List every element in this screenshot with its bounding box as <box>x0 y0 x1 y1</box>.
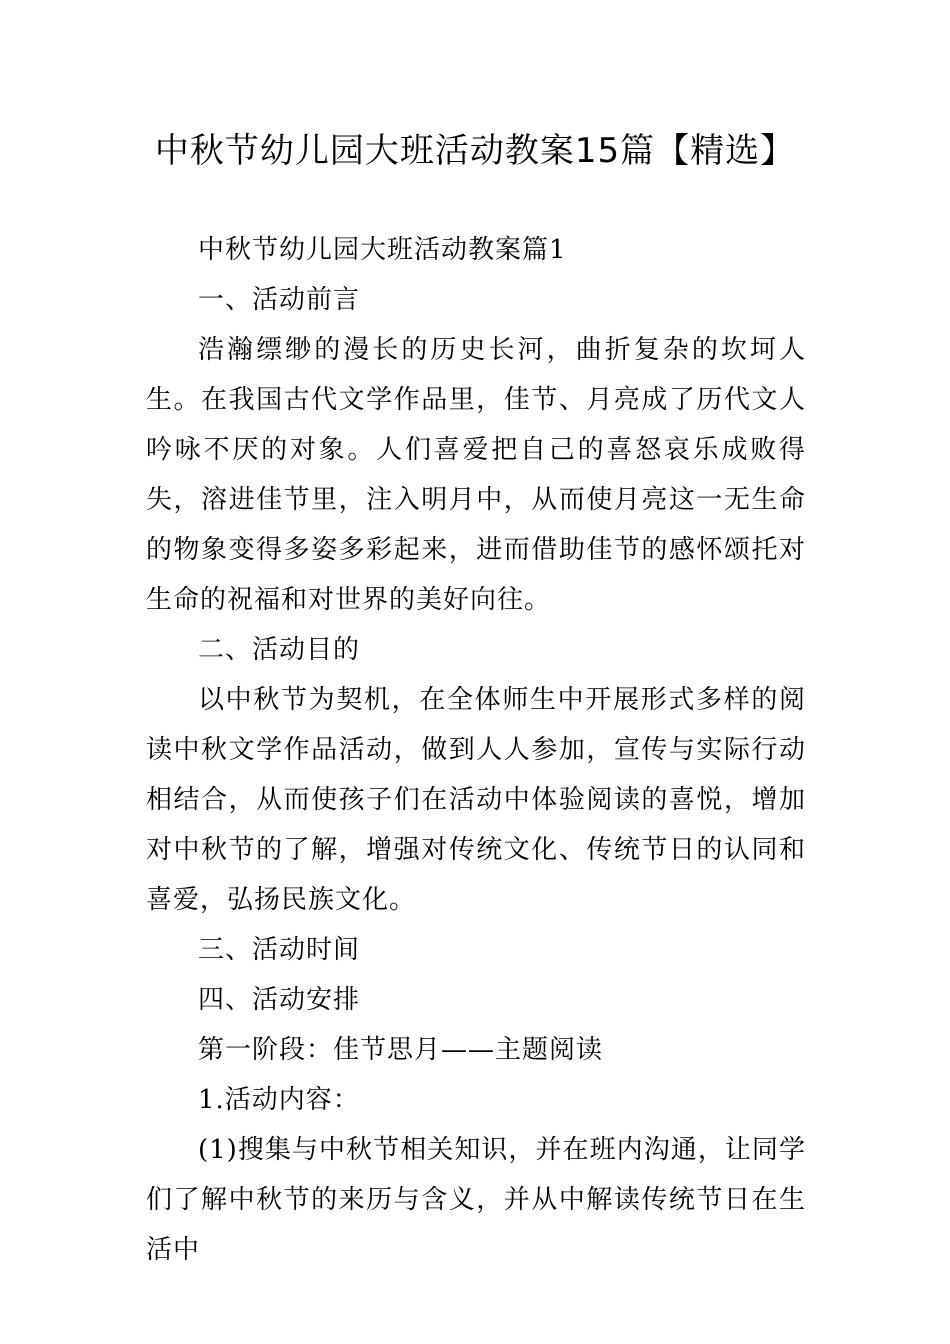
paragraph-stage-1-heading: 第一阶段：佳节思月——主题阅读 <box>198 1035 604 1065</box>
paragraph-lesson-heading: 中秋节幼儿园大班活动教案篇1 <box>198 235 567 265</box>
document-title: 中秋节幼儿园大班活动教案15篇【精选】 <box>154 131 796 171</box>
paragraph-section-2-heading: 二、活动目的 <box>198 635 361 665</box>
paragraph-preface: 浩瀚缥缈的漫长的历史长河，曲折复杂的坎坷人生。在我国古代文学作品里，佳节、月亮成了历代文人吟咏不厌的对象。人们喜爱把自己的喜怒哀乐成败得失，溶进佳节里，注入明月中，从而使月亮这一无生命的物象变得多姿多彩起来，进而借助佳节的感怀颂托对生命的祝福和对世界的美好向往。 <box>146 335 806 615</box>
paragraph-section-1-heading: 一、活动前言 <box>198 285 361 315</box>
paragraph-purpose: 以中秋节为契机，在全体师生中开展形式多样的阅读中秋文学作品活动，做到人人参加，宣传与实际行动相结合，从而使孩子们在活动中体验阅读的喜悦，增加对中秋节的了解，增强对传统文化、传统节日的认同和喜爱，弘扬民族文化。 <box>146 685 806 915</box>
paragraph-section-4-heading: 四、活动安排 <box>198 985 361 1015</box>
paragraph-content-heading: 1.活动内容： <box>198 1085 360 1115</box>
document-body <box>146 225 806 1275</box>
paragraph-section-3-heading: 三、活动时间 <box>198 935 361 965</box>
paragraph-content-item-1: (1)搜集与中秋节相关知识，并在班内沟通，让同学们了解中秋节的来历与含义，并从中解读传统节日在生活中 <box>146 1135 806 1265</box>
